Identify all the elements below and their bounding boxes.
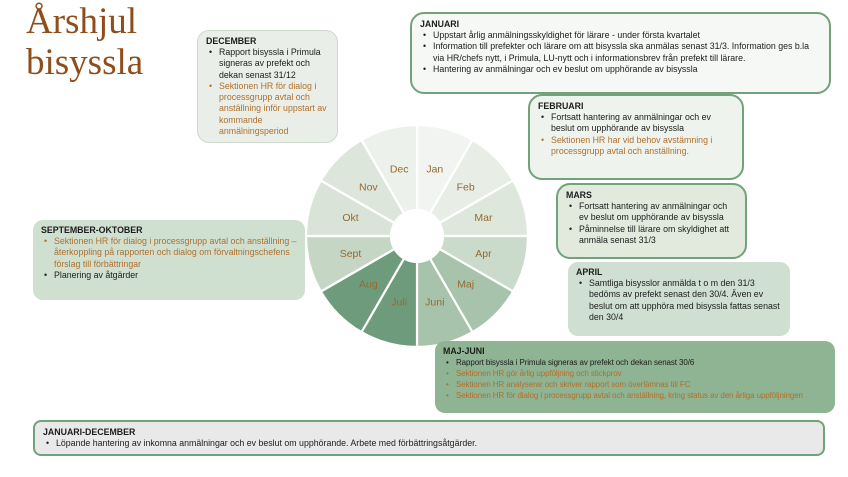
box-januari xyxy=(410,12,831,94)
wheel-month-label-aug: Aug xyxy=(358,278,378,291)
bullet-icon: • xyxy=(541,112,545,122)
bullet-icon: • xyxy=(44,269,48,280)
bullet-text: Påminnelse till lärare om skyldighet att anmäla senast 31/3 xyxy=(579,223,730,245)
wheel-month-label-jan: Jan xyxy=(426,163,444,176)
bullet-icon: • xyxy=(569,201,573,211)
bullet-item xyxy=(420,41,821,64)
bullet-text: Hantering av anmälningar och ev beslut om upphörande av bisyssla xyxy=(433,63,698,74)
bullet-icon: • xyxy=(446,369,449,379)
bullet-icon: • xyxy=(446,358,449,367)
bullet-item xyxy=(420,64,821,75)
bullet-text: Fortsatt hantering av anmälningar och ev beslut om upphörande av bisyssla xyxy=(551,112,711,134)
bullet-item xyxy=(41,270,297,281)
bullet-item xyxy=(443,368,827,379)
box-maj-juni-header: MAJ-JUNI xyxy=(443,346,485,356)
wheel-month-label-maj: Maj xyxy=(457,278,475,291)
bullet-icon: • xyxy=(446,391,449,401)
bullet-icon: • xyxy=(541,134,545,145)
box-maj-juni-items xyxy=(443,357,827,401)
box-december-header: DECEMBER xyxy=(206,36,257,46)
annual-wheel-chart xyxy=(304,123,530,349)
bullet-icon: • xyxy=(569,223,573,234)
bullet-text: Sektionen HR för dialog i processgrupp avtal och anställning – återkoppling på rapporten och dialog om förvaltningschefens förslag till förbättringar xyxy=(54,236,297,269)
bullet-text: Löpande hantering av inkomna anmälningar och ev beslut om upphörande. Arbete med förbättringsåtgärder. xyxy=(56,438,478,448)
bullet-text: Planering av åtgärder xyxy=(54,269,139,280)
bullet-icon: • xyxy=(46,438,50,448)
bullet-item xyxy=(576,278,782,323)
wheel-month-label-nov: Nov xyxy=(358,181,378,194)
box-januari-december-items xyxy=(43,438,815,449)
bullet-item xyxy=(566,201,737,224)
bullet-item xyxy=(43,438,815,449)
box-april-items xyxy=(576,278,782,323)
box-september-oktober-header: SEPTEMBER-OKTOBER xyxy=(41,225,143,235)
page-title: Årshjul bisyssla xyxy=(26,1,144,83)
bullet-text: Rapport bisyssla i Primula signeras av prefekt och dekan senast 31/12 xyxy=(219,47,321,80)
box-mars-header: MARS xyxy=(566,190,592,200)
bullet-icon: • xyxy=(209,80,213,91)
bullet-text: Sektionen HR för dialog i processgrupp avtal och anställning, kring status av den årliga uppföljningen xyxy=(456,391,803,401)
wheel-month-label-dec: Dec xyxy=(389,163,409,176)
bullet-item xyxy=(566,224,737,247)
bullet-text: Fortsatt hantering av anmälningar och ev beslut om upphörande av bisyssla xyxy=(579,201,728,223)
bullet-icon: • xyxy=(423,41,427,52)
box-december xyxy=(197,30,338,143)
box-mars-items xyxy=(566,201,737,246)
bullet-text: Samtliga bisysslor anmälda t o m den 31/3 bedöms av prefekt senast den 30/4. Även ev beslut om att upphöra med bisyssla fattas senast den 30/4 xyxy=(589,278,780,322)
box-januari-items xyxy=(420,30,821,75)
wheel-month-label-feb: Feb xyxy=(456,181,475,194)
bullet-icon: • xyxy=(209,47,213,57)
bullet-item xyxy=(443,357,827,368)
bullet-icon: • xyxy=(446,380,449,390)
bullet-text: Sektionen HR analyserar och skriver rapport som överlämnas till FC xyxy=(456,380,691,390)
bullet-text: Uppstart årlig anmälningsskyldighet för lärare - under första kvartalet xyxy=(433,30,700,40)
box-januari-december-header: JANUARI-DECEMBER xyxy=(43,427,136,437)
bullet-icon: • xyxy=(423,30,427,40)
box-december-items xyxy=(206,47,329,137)
wheel-month-label-sept: Sept xyxy=(339,247,362,260)
bullet-item xyxy=(443,379,827,390)
box-februari xyxy=(528,94,744,180)
box-september-oktober-items xyxy=(41,236,297,281)
bullet-text: Rapport bisyssla i Primula signeras av prefekt och dekan senast 30/6 xyxy=(456,358,695,367)
bullet-item xyxy=(538,135,734,158)
wheel-month-label-apr: Apr xyxy=(475,247,492,260)
bullet-text: Information till prefekter och lärare om att bisyssla ska anmälas senast 31/3. Information ges b.la via HR/chefs nytt, i Primula, LU-nytt och i informationsbrev från prefekt till lärare. xyxy=(433,41,810,63)
box-mars xyxy=(556,183,747,259)
bullet-item xyxy=(41,236,297,270)
box-februari-items xyxy=(538,112,734,157)
wheel-month-label-okt: Okt xyxy=(342,212,359,225)
box-september-oktober xyxy=(33,220,305,300)
bullet-icon: • xyxy=(44,236,48,246)
box-januari-header: JANUARI xyxy=(420,19,460,29)
wheel-month-label-juni: Juni xyxy=(425,296,445,309)
bullet-icon: • xyxy=(423,63,427,74)
bullet-text: Sektionen HR för dialog i processgrupp avtal och anställning inför uppstart av kommande anmälningsperiod xyxy=(219,80,327,136)
bullet-item xyxy=(420,30,821,41)
bullet-text: Sektionen HR har vid behov avstämning i processgrupp avtal och anställning. xyxy=(551,134,713,156)
wheel-month-label-juli: Juli xyxy=(391,296,408,309)
box-februari-header: FEBRUARI xyxy=(538,101,584,111)
bullet-item xyxy=(538,112,734,135)
wheel-month-label-mar: Mar xyxy=(474,212,493,225)
bullet-text: Sektionen HR gör årlig uppföljning och stickprov xyxy=(456,369,622,379)
bullet-item xyxy=(443,390,827,401)
box-maj-juni xyxy=(435,341,835,413)
box-april-header: APRIL xyxy=(576,267,603,277)
bullet-icon: • xyxy=(579,278,583,288)
bullet-item xyxy=(206,47,329,81)
bullet-item xyxy=(206,81,329,137)
box-april xyxy=(568,262,790,336)
box-januari-december xyxy=(33,420,825,456)
